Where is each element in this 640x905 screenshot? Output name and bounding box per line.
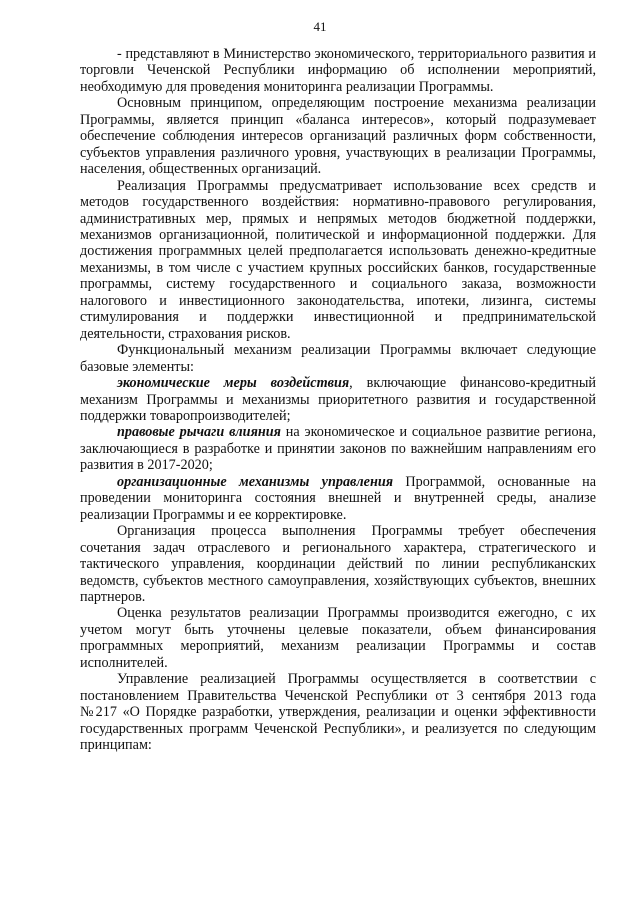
paragraph-text: Организация процесса выполнения Программы требует обеспечения сочетания задач отраслевого и регионального характера, стратегического и тактического управления, координации действий по линии республиканских ведомств, субъектов местного самоуправления, хозяйствующих субъектов, внешних партнеров. xyxy=(80,523,596,605)
paragraph-text: на экономическое и социальное развитие региона, заключающиеся в разработке и принятии законов по важнейшим направлениям его развития в 2017-2020; xyxy=(80,424,596,474)
paragraph-text: Основным принципом, определяющим построение механизма реализации Программы, является принцип «баланса интересов», который подразумевает обеспечение соблюдения интересов организаций различных форм собственности, субъектов управления различного уровня, участвующих в реализации Программы, населения, общественных организаций. xyxy=(80,95,596,178)
paragraph-text: Управление реализацией Программы осуществляется в соответствии с постановлением Правительства Чеченской Республики от 3 сентября 2013 года №217 «О Порядке разработки, утверждения, реализации и оценки эффективности государственных программ Чеченской Республики», и реализуется по следующим принципам: xyxy=(80,671,596,754)
paragraph-balance-of-interests xyxy=(80,95,596,177)
paragraph-text: Функциональный механизм реализации Программы включает следующие базовые элементы: xyxy=(80,342,596,375)
paragraph-state-methods xyxy=(80,178,596,343)
paragraph-process-organization xyxy=(80,523,596,605)
paragraph-economic-measures xyxy=(80,375,596,424)
paragraph-text: - представляют в Министерство экономического, территориального развития и торговли Чеченской Республики информацию об исполнении мероприятий, необходимую для проведения мониторинга реализации Программы. xyxy=(80,46,596,95)
emphasis-term: организационные механизмы управления xyxy=(117,473,394,490)
paragraph-legal-levers xyxy=(80,424,596,473)
emphasis-term: экономические меры воздействия xyxy=(117,375,350,392)
paragraph-organizational-mechanisms xyxy=(80,474,596,523)
emphasis-term: правовые рычаги влияния xyxy=(117,424,281,441)
paragraph-text: Реализация Программы предусматривает использование всех средств и методов государственного воздействия: нормативно-правового регулирования, административных мер, прямых и непрямых методов бюджетной поддержки, механизмов организационной, политической и информационной поддержки. Для достижения программных целей предполагается использовать денежно-кредитные механизмы, в том числе с участием крупных российских банков, государственные программы, систему государственного и социального заказа, возможности налогового и инвестиционного законодательства, ипотеки, лизинга, системы стимулирования и поддержки инвестиционной и предпринимательской деятельности, страхования рисков. xyxy=(80,177,596,342)
paragraph-functional-mechanism xyxy=(80,342,596,375)
paragraph-text: , включающие финансово-кредитный механизм Программы и механизмы приоритетного развития и государственной поддержки товаропроизводителей; xyxy=(80,375,597,424)
paragraph-reporting xyxy=(80,46,596,95)
paragraph-text: Программой, основанные на проведении мониторинга состояния внешней и внутренней среды, анализе реализации Программы и ее корректировке. xyxy=(80,473,596,523)
paragraph-program-management xyxy=(80,671,596,753)
page-number: 41 xyxy=(313,19,327,34)
paragraph-results-evaluation xyxy=(80,605,596,671)
document-body xyxy=(80,46,596,753)
paragraph-text: Оценка результатов реализации Программы производится ежегодно, с их учетом могут быть уточнены целевые показатели, объем финансирования программных мероприятий, механизм реализации Программы и состав исполнителей. xyxy=(80,605,596,671)
